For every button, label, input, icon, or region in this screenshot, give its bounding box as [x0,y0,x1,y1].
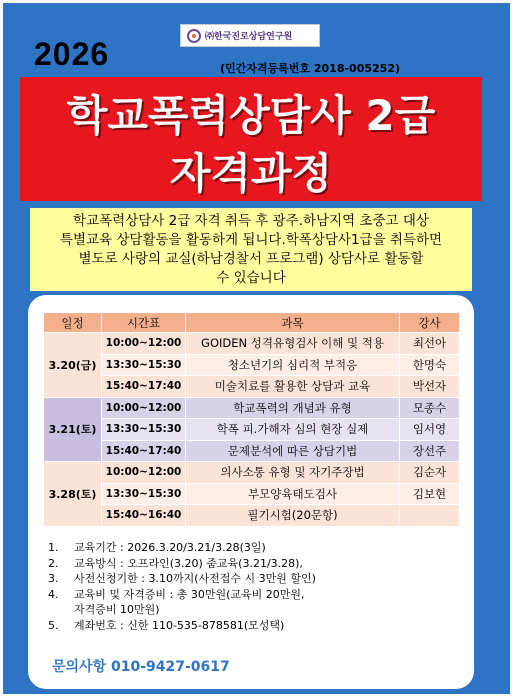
list-text: 계좌번호 : 신한 110-535-878581(모성택) [74,618,285,632]
list-text: 교육기간 : 2026.3.20/3.21/3.28(3일) [74,541,266,554]
subject-cell: 학교폭력의 개념과 유형 [186,397,400,419]
instructor-cell: 모종수 [400,397,460,419]
title-line-1: 학교폭력상담사 2급 [66,91,436,140]
list-item [48,540,458,556]
schedule-table [43,312,460,527]
table-row [44,397,460,419]
time-cell: 15:40~17:40 [102,440,186,462]
instructor-cell: 최선아 [400,333,460,355]
instructor-cell: 임서영 [400,419,460,441]
intro-line: 수 있습니다 [216,270,286,286]
list-text: 교육방식 : 오프라인(3.20) 줌교육(3.21/3.28), [74,556,303,570]
instructor-cell: 한명숙 [400,354,460,376]
time-cell: 10:00~12:00 [102,462,186,484]
day-cell: 3.21(토) [44,397,102,462]
time-cell: 13:30~15:30 [102,483,186,505]
subject-cell: 문제분석에 따른 상담기법 [186,440,400,462]
info-list [48,540,458,633]
table-row [44,333,460,355]
instructor-cell [400,505,460,527]
contact-phone: 문의사항 010-9427-0617 [52,659,230,675]
instructor-cell: 박선자 [400,376,460,398]
subject-cell: 학폭 피.가해자 심의 현장 실제 [186,419,400,441]
intro-box [30,208,472,291]
subject-cell: 청소년기의 심리적 부적응 [186,354,400,376]
list-item [48,556,458,572]
day-cell: 3.28(토) [44,462,102,527]
schedule-card [28,295,474,689]
year: 2026 [34,36,110,72]
table-row [44,376,460,398]
table-row [44,505,460,527]
subject-cell: 미술치료를 활용한 상담과 교육 [186,376,400,398]
time-cell: 15:40~16:40 [102,505,186,527]
header-time: 시간표 [102,313,186,333]
subject-cell: 의사소통 유형 및 자기주장법 [186,462,400,484]
list-item [48,571,458,587]
list-text: 사전신청기한 : 3.10까지(사전접수 시 3만원 할인) [74,572,316,585]
list-text: 교육비 및 자격증비 : 총 30만원(교육비 20만원, [74,587,305,601]
subject-cell: 부모양육태도검사 [186,483,400,505]
header-subject: 과목 [186,313,400,333]
intro-line: 별도로 사랑의 교실(하남경찰서 프로그램) 상담사로 활동할 [78,251,424,267]
table-row [44,483,460,505]
logo [180,24,320,47]
list-number: 1. [48,541,59,554]
registration-number: (민간자격등록번호 2018-005252) [220,62,400,75]
intro-line: 학교폭력상담사 2급 자격 취득 후 광주.하남지역 초중고 대상 [73,213,429,229]
instructor-cell: 김보현 [400,483,460,505]
list-number: 5. [48,618,59,632]
table-row [44,419,460,441]
subject-cell: 필기시험(20문항) [186,505,400,527]
intro-line: 특별교육 상담활동을 활동하게 됩니다.학폭상담사1급을 취득하면 [59,232,443,248]
logo-text: ㈜한국진로상담연구원 [205,32,293,42]
day-cell: 3.20(금) [44,333,102,398]
instructor-cell: 장선주 [400,440,460,462]
time-cell: 13:30~15:30 [102,419,186,441]
instructor-cell: 김순자 [400,462,460,484]
list-number: 2. [48,556,59,570]
header-instructor: 강사 [400,313,460,333]
time-cell: 10:00~12:00 [102,333,186,355]
list-item [48,618,458,634]
table-row [44,440,460,462]
list-item [48,587,458,603]
table-row [44,354,460,376]
circle-logo-icon [187,29,201,43]
title-banner [20,77,482,201]
subject-cell: GOIDEN 성격유형검사 이해 및 적용 [186,333,400,355]
time-cell: 13:30~15:30 [102,354,186,376]
list-number: 3. [48,572,59,585]
header-date: 일정 [44,313,102,333]
table-row [44,462,460,484]
list-number: 4. [48,587,59,601]
time-cell: 10:00~12:00 [102,397,186,419]
list-subtext: 자격증비 10만원) [74,603,160,616]
time-cell: 15:40~17:40 [102,376,186,398]
title-line-2: 자격과정 [169,149,333,198]
